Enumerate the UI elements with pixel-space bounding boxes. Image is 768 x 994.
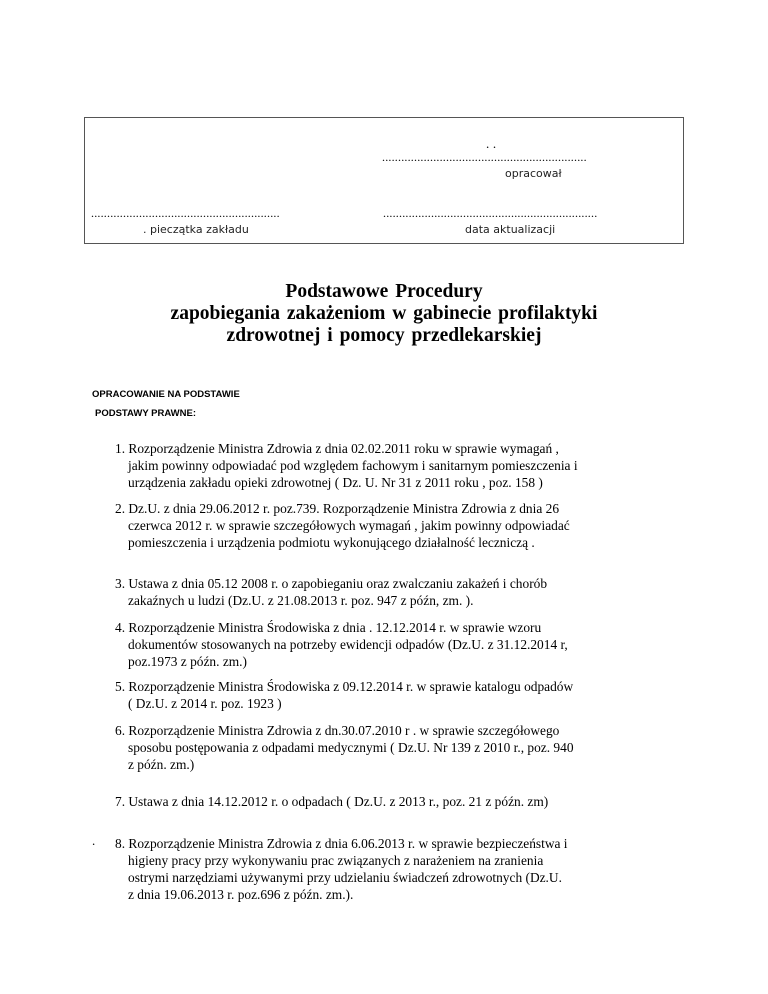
legal-basis-item-line: ( Dz.U. z 2014 r. poz. 1923 ) [128, 696, 282, 711]
legal-basis-item-line: poz.1973 z późn. zm.) [128, 654, 247, 669]
legal-basis-item-line: 8. Rozporządzenie Ministra Zdrowia z dnia 6.06.2013 r. w sprawie bezpieczeństwa i [115, 836, 568, 851]
legal-basis-item-line: 3. Ustawa z dnia 05.12 2008 r. o zapobieganiu oraz zwalczaniu zakażeń i chorób [115, 576, 548, 591]
legal-basis-item-line: 4. Rozporządzenie Ministra Środowiska z dnia . 12.12.2014 r. w sprawie wzoru [115, 620, 542, 635]
legal-basis-item-line: urządzenia zakładu opieki zdrowotnej ( Dz. U. Nr 31 z 2011 roku , poz. 158 ) [128, 475, 543, 490]
legal-basis-item-line: 1. Rozporządzenie Ministra Zdrowia z dnia 02.02.2011 roku w sprawie wymagań , [115, 441, 559, 456]
legal-basis-item-line: sposobu postępowania z odpadami medycznymi ( Dz.U. Nr 139 z 2010 r., poz. 940 [128, 740, 574, 755]
legal-basis-item [115, 440, 675, 491]
legal-basis-item-line: 2. Dz.U. z dnia 29.06.2012 r. poz.739. Rozporządzenie Ministra Zdrowia z dnia 26 [115, 501, 560, 516]
legal-basis-item-line: jakim powinny odpowiadać pod względem fachowym i sanitarnym pomieszczenia i [128, 458, 578, 473]
top-marks: . . [486, 136, 497, 151]
legal-basis-item-line: 5. Rozporządzenie Ministra Środowiska z 09.12.2014 r. w sprawie katalogu odpadów [115, 679, 574, 694]
developed-on-basis-label: OPRACOWANIE NA PODSTAWIE [92, 389, 240, 400]
prepared-label: opracował [505, 167, 562, 180]
prepared-dots: ................................................................ [382, 150, 587, 164]
legal-basis-item-line: dokumentów stosowanych na potrzeby ewidencji odpadów (Dz.U. z 31.12.2014 r, [128, 637, 568, 652]
legal-basis-item [115, 835, 675, 903]
legal-basis-item-line: czerwca 2012 r. w sprawie szczegółowych wymagań , jakim powinny odpowiadać [128, 518, 570, 533]
header-box [84, 117, 684, 244]
legal-basis-item-line: higieny pracy przy wykonywaniu prac związanych z narażeniem na zranienia [128, 853, 544, 868]
title-line-1: Podstawowe Procedury [285, 281, 483, 302]
legal-basis-item-line: zakaźnych u ludzi (Dz.U. z 21.08.2013 r. poz. 947 z późn, zm. ). [128, 593, 474, 608]
update-label: data aktualizacji [465, 223, 556, 236]
stamp-dots: ........................................................... [91, 206, 280, 220]
legal-basis-item [115, 619, 675, 670]
update-dots: ................................................................... [383, 206, 598, 220]
legal-basis-item [115, 500, 675, 551]
document-title [0, 281, 768, 347]
legal-basis-item-line: 7. Ustawa z dnia 14.12.2012 r. o odpadach ( Dz.U. z 2013 r., poz. 21 z późn. zm) [115, 794, 549, 809]
legal-basis-item [115, 678, 675, 712]
legal-basis-item-line: pomieszczenia i urządzenia podmiotu wykonującego działalność leczniczą . [128, 535, 535, 550]
legal-basis-item [115, 575, 675, 609]
legal-basis-item-line: z dnia 19.06.2013 r. poz.696 z późn. zm.). [128, 887, 354, 902]
title-line-2: zapobiegania zakażeniom w gabinecie profilaktyki [170, 303, 598, 324]
legal-basis-label: PODSTAWY PRAWNE: [95, 408, 196, 419]
title-line-3: zdrowotnej i pomocy przedlekarskiej [226, 325, 542, 346]
legal-basis-item [115, 722, 675, 773]
stamp-label: . pieczątka zakładu [143, 223, 249, 236]
stray-mark: . [92, 833, 96, 848]
legal-basis-item-line: 6. Rozporządzenie Ministra Zdrowia z dn.30.07.2010 r . w sprawie szczegółowego [115, 723, 560, 738]
legal-basis-item-line: z późn. zm.) [128, 757, 195, 772]
legal-basis-item [115, 793, 675, 810]
legal-basis-item-line: ostrymi narzędziami używanymi przy udzielaniu świadczeń zdrowotnych (Dz.U. [128, 870, 562, 885]
